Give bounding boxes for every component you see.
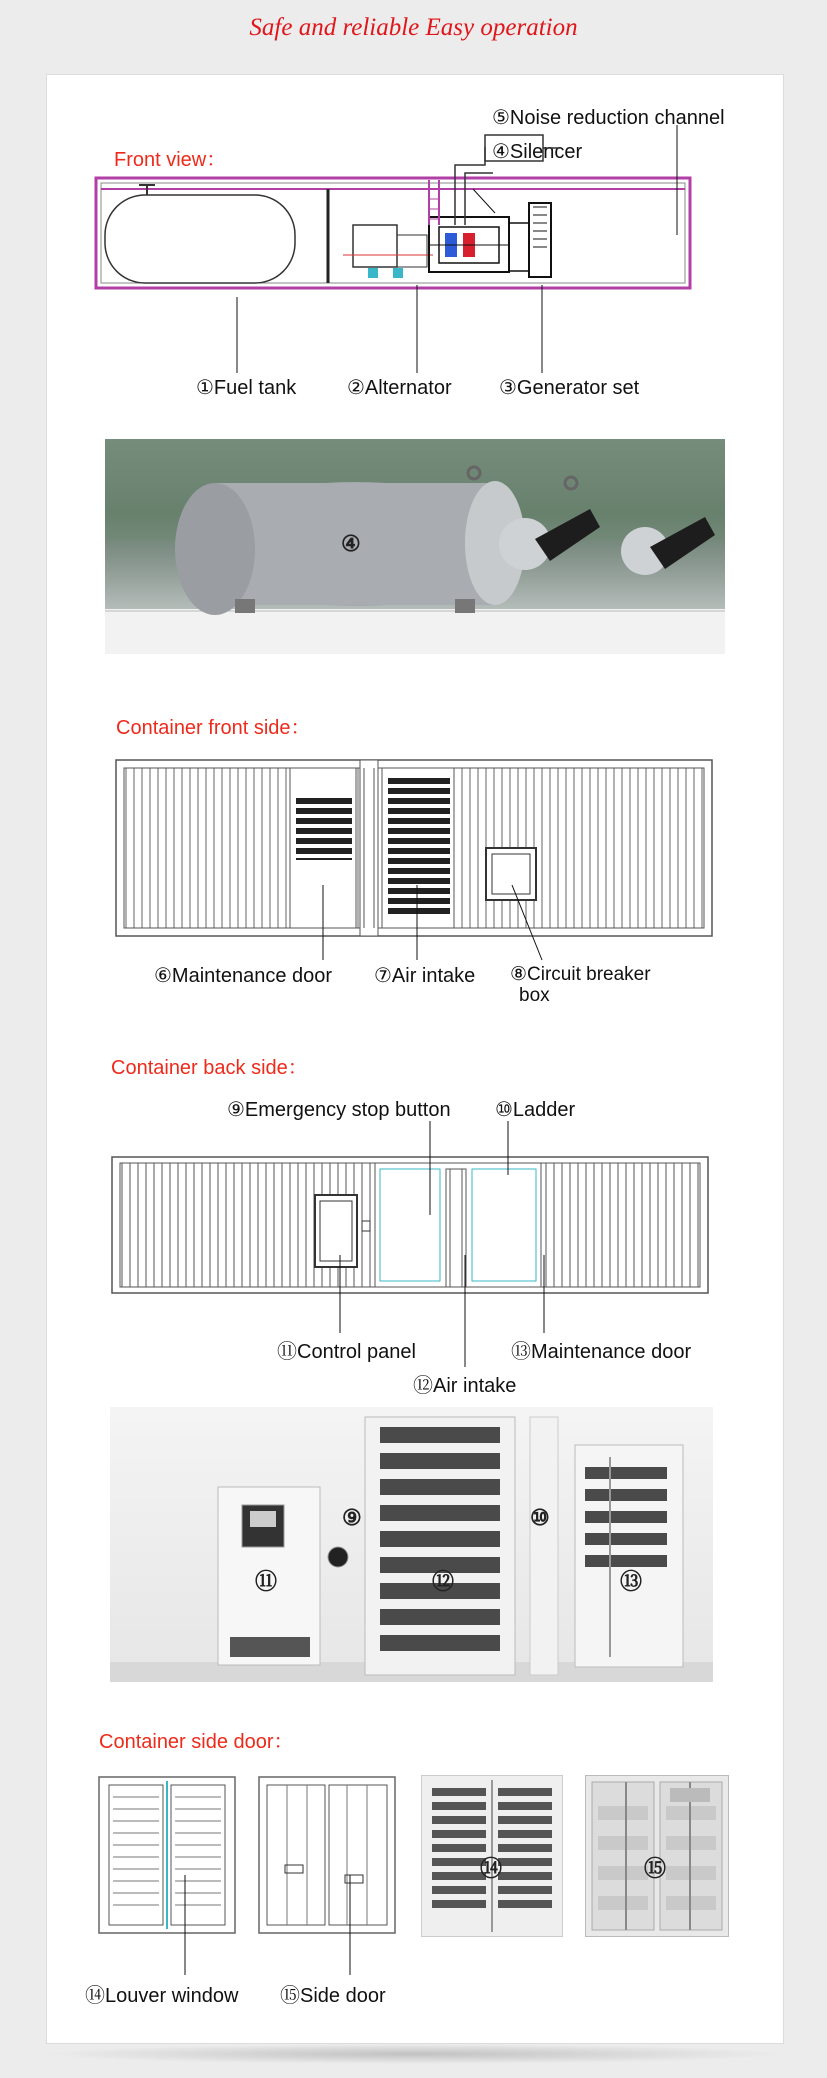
back-photo-marker-11: ⑪: [255, 1569, 278, 1594]
label-side-door: ⑮Side door: [280, 1985, 386, 2007]
label-noise-reduction-channel: ⑤Noise reduction channel: [492, 107, 725, 129]
label-maintenance-door-back: ⑬Maintenance door: [511, 1341, 692, 1363]
section-title-container-back: Container back side：: [111, 1057, 308, 1079]
label-emergency-stop-button: ⑨Emergency stop button: [227, 1099, 451, 1121]
label-fuel-tank: ①Fuel tank: [196, 377, 297, 399]
section-title-front-view: Front view：: [114, 149, 227, 171]
side-photo-marker-14: ⑭: [480, 1856, 503, 1881]
back-photo-marker-10: ⑩: [530, 1505, 550, 1530]
back-photo-marker-13: ⑬: [620, 1569, 643, 1594]
section-title-container-front: Container front side：: [116, 717, 311, 739]
label-silencer: ④Silencer: [492, 141, 583, 163]
label-alternator: ②Alternator: [347, 377, 452, 399]
card-shadow: [40, 2044, 788, 2064]
section-title-container-side-door: Container side door：: [99, 1731, 294, 1753]
side-photo-marker-15: ⑮: [644, 1856, 667, 1881]
label-generator-set: ③Generator set: [499, 377, 640, 399]
back-photo-marker-9: ⑨: [342, 1505, 362, 1530]
label-maintenance-door-front: ⑥Maintenance door: [154, 965, 333, 987]
back-photo-marker-12: ⑫: [432, 1569, 455, 1594]
label-control-panel: ⑪Control panel: [277, 1341, 416, 1363]
content-card: [46, 74, 784, 2044]
page-header-title: Safe and reliable Easy operation: [249, 14, 578, 41]
label-air-intake-back: ⑫Air intake: [413, 1375, 517, 1397]
side-door-leaders: [47, 75, 783, 2043]
label-louver-window: ⑭Louver window: [85, 1985, 239, 2007]
label-ladder: ⑩Ladder: [495, 1099, 576, 1121]
label-circuit-breaker-line1: ⑧Circuit breaker: [510, 964, 651, 985]
label-circuit-breaker-line2: box: [519, 985, 550, 1006]
silencer-photo-marker: ④: [341, 531, 361, 556]
label-air-intake-front: ⑦Air intake: [374, 965, 476, 987]
